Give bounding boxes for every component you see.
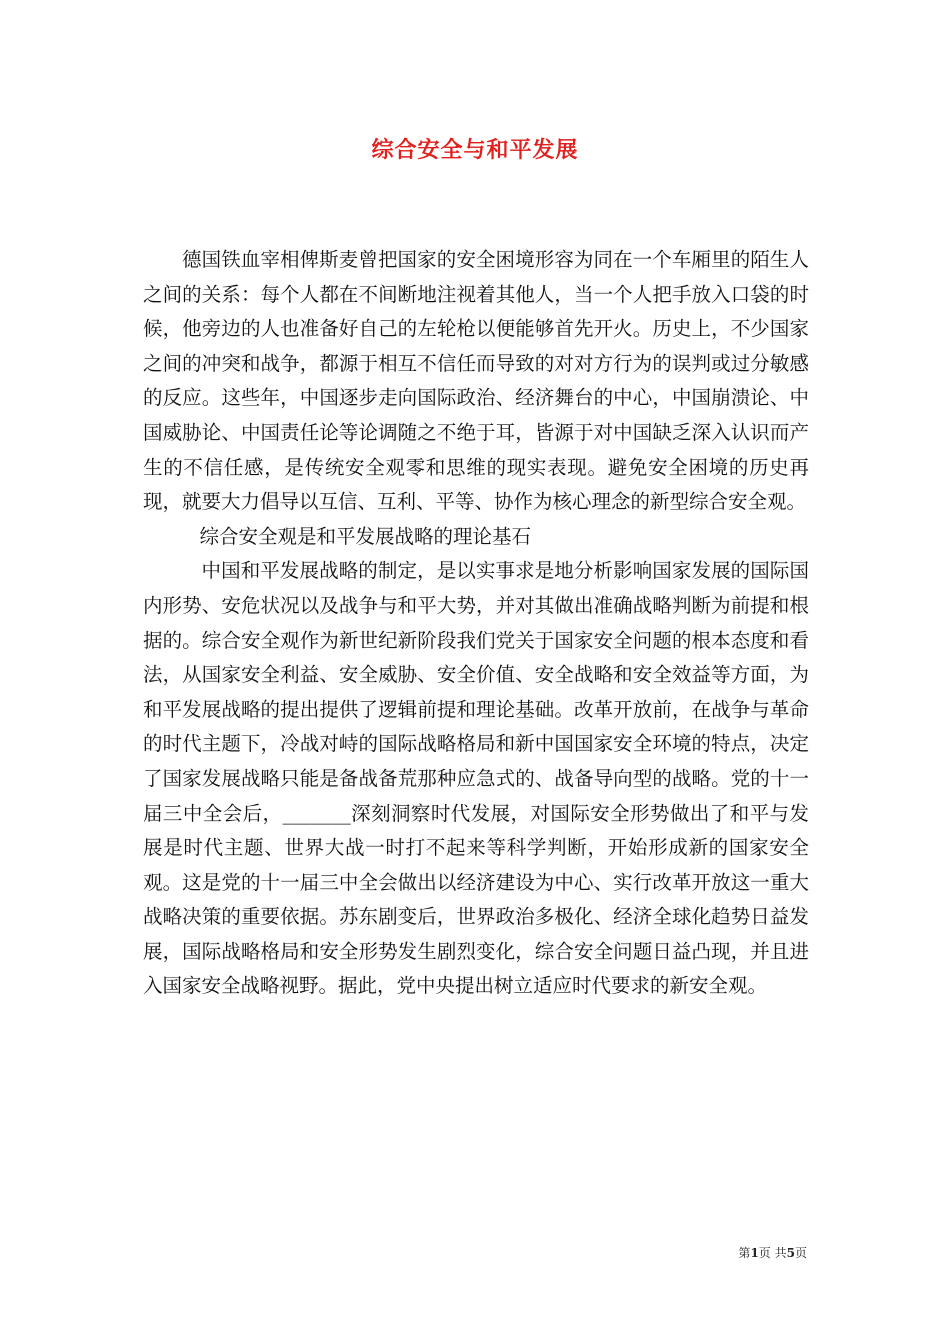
paragraph-intro: 德国铁血宰相俾斯麦曾把国家的安全困境形容为同在一个车厢里的陌生人之间的关系：每个人都在不间断地注视着其他人，当一个人把手放入口袋的时候，他旁边的人也准备好自己的左轮枪以便能够首先开火。历史上，不少国家之间的冲突和战争，都源于相互不信任而导致的对对方行为的误判或过分敏感的反应。这些年，中国逐步走向国际政治、经济舞台的中心，中国崩溃论、中国威胁论、中国责任论等论调随之不绝于耳，皆源于对中国缺乏深入认识而产生的不信任感，是传统安全观零和思维的现实表现。避免安全困境的历史再现，就要大力倡导以互信、互利、平等、协作为核心理念的新型综合安全观。 <box>143 248 809 514</box>
document-body <box>143 243 809 1004</box>
page-footer <box>738 1244 807 1262</box>
paragraph-strategy: 中国和平发展战略的制定，是以实事求是地分析影响国家发展的国际国内形势、安危状况以及战争与和平大势，并对其做出准确战略判断为前提和根据的。综合安全观作为新世纪新阶段我们党关于国家安全问题的根本态度和看法，从国家安全利益、安全威胁、安全价值、安全战略和安全效益等方面，为和平发展战略的提出提供了逻辑前提和理论基础。改革开放前，在战争与革命的时代主题下，冷战对峙的国际战略格局和新中国国家安全环境的特点，决定了国家发展战略只能是备战备荒那种应急式的、战备导向型的战略。党的十一届三中全会后，_______深刻洞察时代发展，对国际安全形势做出了和平与发展是时代主题、世界大战一时打不起来等科学判断，开始形成新的国家安全观。这是党的十一届三中全会做出以经济建设为中心、实行改革开放这一重大战略决策的重要依据。苏东剧变后，世界政治多极化、经济全球化趋势日益发展，国际战略格局和安全形势发生剧烈变化，综合安全问题日益凸现，并且进入国家安全战略视野。据此，党中央提出树立适应时代要求的新安全观。 <box>143 559 809 998</box>
footer-suffix: 页 <box>794 1246 807 1260</box>
footer-total-pages: 5 <box>786 1246 795 1260</box>
footer-middle: 页 共 <box>758 1246 787 1260</box>
footer-prefix: 第 <box>738 1246 751 1260</box>
document-title: 综合安全与和平发展 <box>371 137 579 163</box>
section-heading: 综合安全观是和平发展战略的理论基石 <box>199 524 532 548</box>
footer-current-page: 1 <box>750 1246 759 1260</box>
